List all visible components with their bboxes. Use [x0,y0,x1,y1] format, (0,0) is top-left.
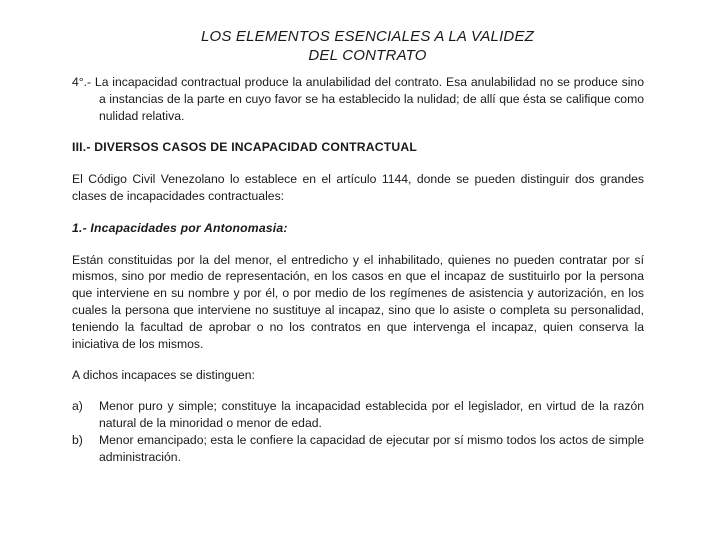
list-item [72,432,644,466]
paragraph-dichos-incapaces: A dichos incapaces se distinguen: [72,368,255,383]
paragraph-codigo-civil: El Código Civil Venezolano lo establece en el artículo 1144, donde se pueden distinguir dos grandes clases de incapacidades contractuales: [72,172,644,203]
list-marker: a) [72,399,83,414]
list-marker: b) [72,432,83,447]
list-item [72,398,644,432]
list-item-text: Menor emancipado; esta le confiere la capacidad de ejecutar por sí mismo todos los actos de simple administración. [99,432,644,464]
paragraph-constituidas: Están constituidas por la del menor, el entredicho y el inhabilitado, quienes no pueden contratar por sí mismos, sino por medio de representación, en los casos en que el incapaz de sustituirlo por la persona que interviene en su nombre y por él, o por medio de los regímenes de asistencia y autorización, en los cuales la persona que interviene no sustituye al incapaz, sino que lo asiste o completa su personalidad, teniendo la facultad de aprobar o no los contratos en que intervenga el incapaz, quien conserva la iniciativa de los mismos. [72,252,644,351]
section-heading-iii: III.- DIVERSOS CASOS DE INCAPACIDAD CONTRACTUAL [72,140,418,155]
title-line-2: DEL CONTRATO [308,47,427,64]
slide-title [100,27,635,65]
incapaces-list [72,398,644,465]
subheading-incapacidades: 1.- Incapacidades por Antonomasia: [72,220,288,235]
slide-body [72,74,644,465]
title-line-1: LOS ELEMENTOS ESENCIALES A LA VALIDEZ [200,28,535,45]
list-item-text: Menor puro y simple; constituye la incapacidad establecida por el legislador, en virtud de la razón natural de la minoridad o menor de edad. [99,399,644,430]
paragraph-4: 4°.- La incapacidad contractual produce la anulabilidad del contrato. Esa anulabilidad no se produce sino a instancias de la parte en cuyo favor se ha establecido la nulidad; de allí que ésta se califique como nulidad relativa. [72,75,644,123]
